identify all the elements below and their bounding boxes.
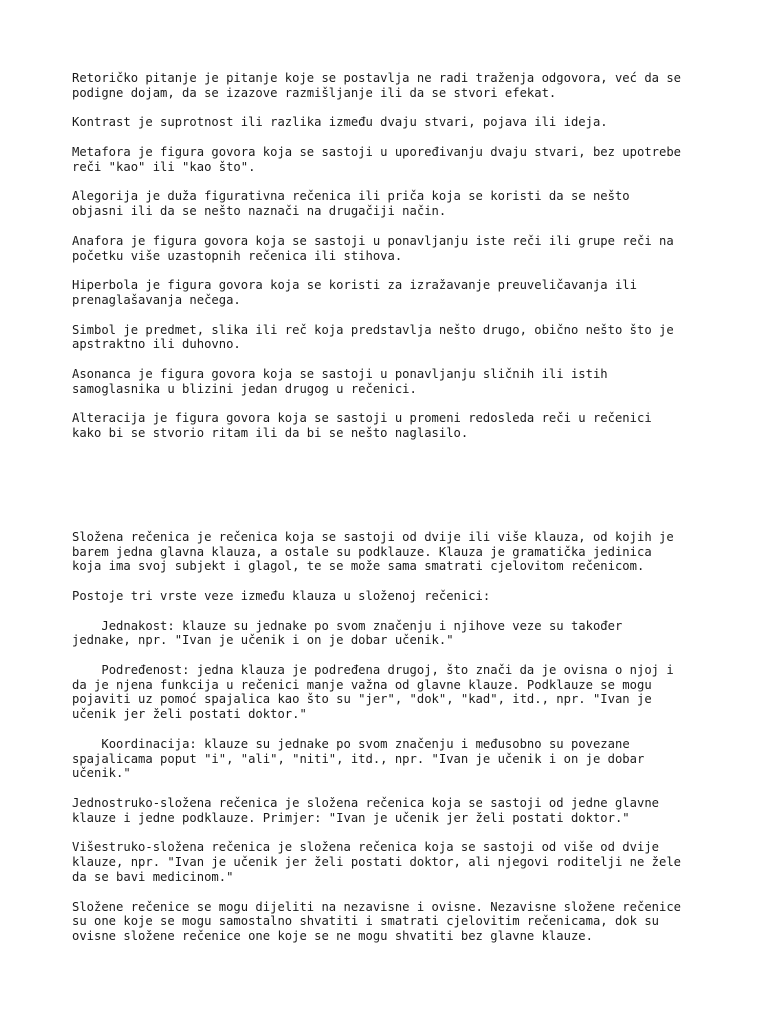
paragraph-contrast: Kontrast je suprotnost ili razlika između dvaju stvari, pojava ili ideja.: [72, 115, 608, 130]
paragraph-single-complex: Jednostruko-složena rečenica je složena rečenica koja se sastoji od jedne glavne klauze i jedne podklauze. Primjer: "Ivan je učenik jer želi postati doktor.": [72, 796, 659, 825]
paragraph-alteration: Alteracija je figura govora koja se sastoji u promeni redosleda reči u rečenici kako bi se stvorio ritam ili da bi se nešto naglasilo.: [72, 411, 652, 441]
paragraph-hyperbole: Hiperbola je figura govora koja se koristi za izražavanje preuveličavanja ili prenaglašavanja nečega.: [72, 278, 637, 307]
paragraph-rhetorical-question: Retoričko pitanje je pitanje koje se postavlja ne radi traženja odgovora, već da se podigne dojam, da se izazove razmišljanje ili da se stvori efekat.: [72, 71, 682, 100]
paragraph-anaphora: Anafora je figura govora koja se sastoji u ponavljanju iste reči ili grupe reči na početku više uzastopnih rečenica ili stihova.: [72, 233, 674, 263]
paragraph-subordination: Podređenost: jedna klauza je podređena drugoj, što znači da je ovisna o njoj i da je njena funkcija u rečenici manje važna od glavne klauze. Podklauze se mogu pojaviti uz pomoć spajalica kao što su "jer", "dok", "kad", itd., npr. "Ivan je učenik jer želi postati doktor.": [72, 662, 674, 722]
section-gap: [72, 456, 712, 530]
paragraph-allegory: Alegorija je duža figurativna rečenica ili priča koja se koristi da se nešto objasni ili da se nešto naznači na drugačiji način.: [72, 189, 630, 219]
paragraph-complex-sentence: Složena rečenica je rečenica koja se sastoji od dvije ili više klauza, od kojih je barem jedna glavna klauza, a ostale su podklauze. Klauza je gramatička jedinica koja ima svoj subjekt i glagol, te se može sama smatrati cjelovitom rečenicom.: [72, 529, 674, 574]
figures-of-speech-section: [72, 71, 712, 441]
paragraph-multi-complex: Višestruko-složena rečenica je složena rečenica koja se sastoji od više od dvije klauze, npr. "Ivan je učenik jer želi postati doktor, ali njegovi roditelji ne žele da se bavi medicinom.": [72, 840, 682, 885]
paragraph-clause-connections: Postoje tri vrste veze između klauza u složenoj rečenici:: [72, 588, 491, 603]
paragraph-assonance: Asonanca je figura govora koja se sastoji u ponavljanju sličnih ili istih samoglasnika u blizini jedan drugog u rečenici.: [72, 366, 608, 396]
paragraph-symbol: Simbol je predmet, slika ili reč koja predstavlja nešto drugo, obično nešto što je apstraktno ili duhovno.: [72, 322, 674, 352]
paragraph-independent-dependent: Složene rečenice se mogu dijeliti na nezavisne i ovisne. Nezavisne složene rečenice su one koje se mogu samostalno shvatiti i smatrati cjelovitim rečenicama, dok su ovisne složene rečenice one koje se ne mogu shvatiti bez glavne klauze.: [72, 899, 682, 944]
paragraph-coordination: Koordinacija: klauze su jednake po svom značenju i međusobno su povezane spajalicama poput "i", "ali", "niti", itd., npr. "Ivan je učenik i on je dobar učenik.": [72, 736, 645, 781]
paragraph-metaphor: Metafora je figura govora koja se sastoji u upoređivanju dvaju stvari, bez upotrebe reči "kao" ili "kao što".: [72, 144, 682, 174]
paragraph-equality: Jednakost: klauze su jednake po svom značenju i njihove veze su također jednake, npr. "Ivan je učenik i on je dobar učenik.": [72, 618, 623, 648]
complex-sentence-section: [72, 530, 712, 944]
document-page: [72, 71, 712, 959]
